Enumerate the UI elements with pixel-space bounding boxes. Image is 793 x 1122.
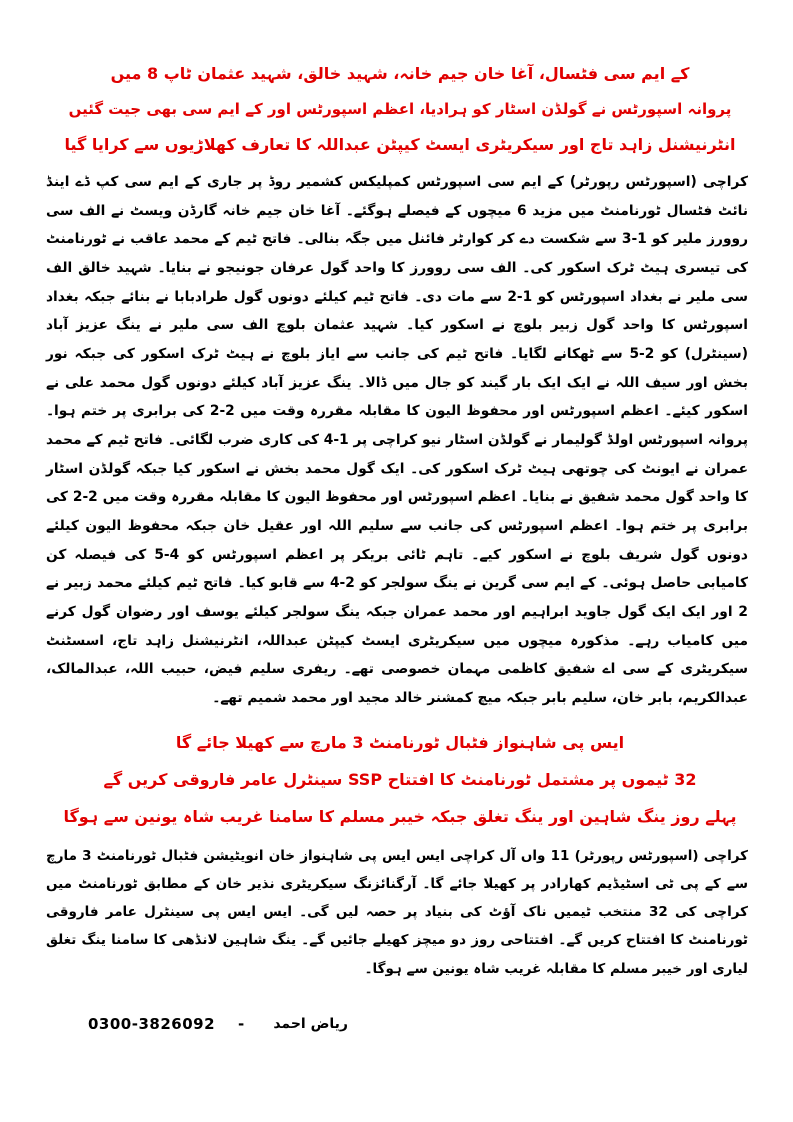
headline-2: پروانہ اسپورٹس نے گولڈن اسٹار کو ہرادیا، اعظم اسپورٹس اور کے ایم سی بھی جیت گئیں [68, 100, 732, 118]
article-1-paragraph: کراچی (اسپورٹس رپورٹر) کے ایم سی اسپورٹس کمپلیکس کشمیر روڈ پر جاری کے ایم سی کپ ڈے اینڈ نائٹ فٹسال ٹورنامنٹ میں مزید 6 میچوں کے فیصلے ہوگئے۔ آغا خان جیم خانہ گارڈن ویسٹ نے الف سی روورز ملیر کو 1-3 سے شکست دے کر کوارٹر فائنل میں جگہ بنالی۔ فاتح ٹیم کے محمد عاقب نے ٹورنامنٹ کی تیسری ہیٹ ٹرک اسکور کی۔ الف سی روورز کا واحد گول عرفان جونیجو نے بنایا۔ شہید خالق الف سی ملیر نے بغداد اسپورٹس کو 1-2 سے مات دی۔ فاتح ٹیم کیلئے دونوں گول طرادبابا نے بنائے جبکہ بغداد اسپورٹس کا واحد گول زبیر بلوچ نے اسکور کیا۔ شہید عثمان بلوچ الف سی ملیر نے ینگ عزیز آباد (سینٹرل) کو 2-5 سے ٹھکانے لگایا۔ فاتح ٹیم کی جانب سے ایاز بلوچ نے ہیٹ ٹرک اسکور کی جبکہ نور بخش اور سیف اللہ نے ایک ایک بار گیند کو جال میں ڈالا۔ ینگ عزیز آباد کیلئے دونوں گول محمد علی نے اسکور کیئے۔ اعظم اسپورٹس اور محفوظ الیون کا مقابلہ مقررہ وقت میں 2-2 کی برابری پر ختم ہوا۔ پروانہ اسپورٹس اولڈ گولیمار نے گولڈن اسٹار نیو کراچی پر 1-4 کی کاری ضرب لگائی۔ فاتح ٹیم کے محمد عمران نے ایونٹ کی چوتھی ہیٹ ٹرک اسکور کی۔ ایک گول محمد بخش نے اسکور کیا جبکہ گولڈن اسٹار کا واحد گول محمد شفیق نے بنایا۔ اعظم اسپورٹس اور محفوظ الیون کا مقابلہ مقررہ وقت میں 2-2 کی برابری پر ختم ہوا۔ اعظم اسپورٹس کی جانب سے سلیم اللہ اور عقیل خان جبکہ محفوظ الیون کیلئے دونوں گول شریف بلوچ نے اسکور کیے۔ تاہم ٹائی بریکر پر اعظم اسپورٹس کو 4-5 کی فیصلہ کن کامیابی حاصل ہوئی۔ کے ایم سی گرین نے ینگ سولجر کو 2-4 سے قابو کیا۔ فاتح ٹیم کیلئے محمد زبیر نے 2 اور ایک ایک گول جاوید ابراہیم اور محمد عمران جبکہ ینگ سولجر کیلئے یوسف اور رضوان گول کرنے میں کامیاب رہے۔ مذکورہ میچوں میں سیکریٹری ایسٹ کیپٹن عبداللہ، انٹرنیشنل زاہد تاج، اسسٹنٹ سیکریٹری کے سی اے شفیق کاظمی مہمان خصوصی تھے۔ ریفری سلیم فیض، حبیب اللہ، عبدالمالک، عبدالکریم، بابر خان، سلیم بابر جبکہ میچ کمشنر خالد مجید اور محمد شمیم تھے۔ [46, 174, 749, 706]
byline-separator: - [238, 1015, 245, 1033]
headline-5: 32 ٹیموں پر مشتمل ٹورنامنٹ کا افتتاح SSP سینٹرل عامر فاروقی کریں گے [103, 770, 697, 789]
article-1-body [46, 168, 748, 720]
phone-number: 0300-3826092 [88, 1015, 216, 1033]
author-name: ریاض احمد [273, 1016, 348, 1032]
headline-4: ایس پی شاہنواز فٹبال ٹورنامنٹ 3 مارچ سے کھیلا جائے گا [175, 733, 625, 752]
headline-3: انٹرنیشنل زاہد تاج اور سیکریٹری ایسٹ کیپٹن عبداللہ کا تعارف کھلاڑیوں سے کرایا گیا [64, 135, 736, 154]
article-2-body [46, 842, 748, 982]
byline [88, 1006, 348, 1042]
article-2-paragraph: کراچی (اسپورٹس رپورٹر) 11 واں آل کراچی ایس ایس پی شاہنواز خان انویٹیشن فٹبال ٹورنامنٹ 3 مارچ سے کے پی ٹی اسٹیڈیم کھارادر پر کھیلا جائے گا۔ آرگنائزنگ سیکریٹری نذیر خان کے مطابق ٹورنامنٹ میں کراچی کی 32 منتخب ٹیمیں ناک آؤٹ کی بنیاد پر حصہ لیں گی۔ ایس ایس پی سینٹرل عامر فاروقی ٹورنامنٹ کا افتتاح کریں گے۔ افتتاحی روز دو میچز کھیلے جائیں گے۔ ینگ شاہین لانڈھی کا سامنا ینگ تغلق لیاری اور خیبر مسلم کا مقابلہ غریب شاہ یونین سے ہوگا۔ [46, 848, 748, 977]
headline-6: پہلے روز ینگ شاہین اور ینگ تغلق جبکہ خیبر مسلم کا سامنا غریب شاہ یونین سے ہوگا [63, 807, 737, 826]
headline-1: کے ایم سی فٹسال، آغا خان جیم خانہ، شہید خالق، شہید عثمان ٹاپ 8 میں [110, 64, 690, 83]
